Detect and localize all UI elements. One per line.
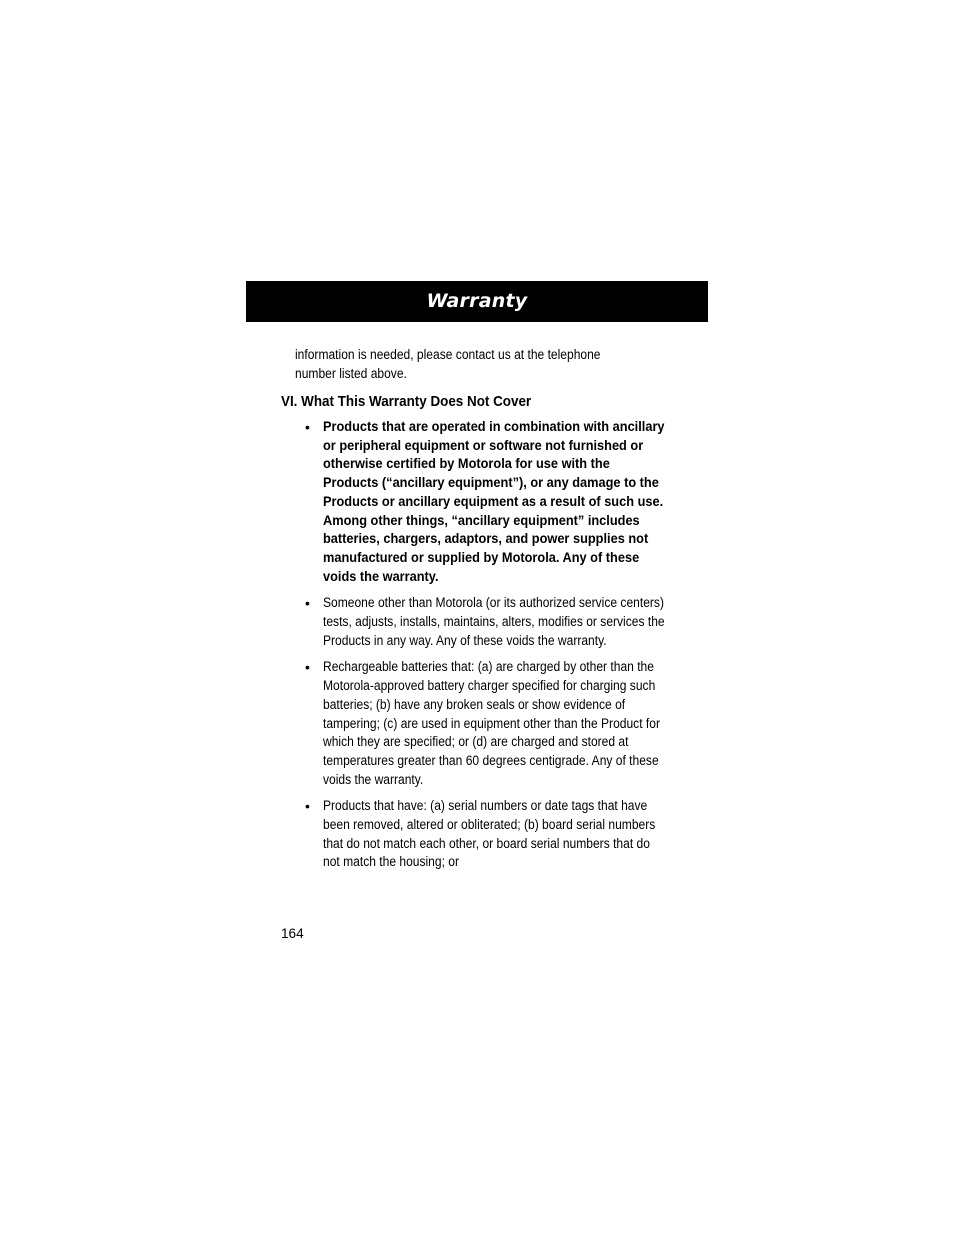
list-item xyxy=(305,594,705,650)
page-title: Warranty xyxy=(426,290,528,312)
section-heading: VI. What This Warranty Does Not Cover xyxy=(281,394,532,410)
bullet-icon: • xyxy=(305,595,310,612)
page-number: 164 xyxy=(281,926,304,941)
list-item-text: Someone other than Motorola (or its authorized service centers) tests, adjusts, installs, maintains, alters, modifies or services the Products in any way. Any of these voids the warranty. xyxy=(323,595,665,648)
list-item xyxy=(305,658,705,789)
bullet-icon: • xyxy=(305,419,310,435)
list-item xyxy=(305,418,705,586)
list-item xyxy=(305,797,705,872)
intro-paragraph: information is needed, please contact us at the telephone number listed above. xyxy=(295,347,601,381)
list-item-text: Rechargeable batteries that: (a) are charged by other than the Motorola-approved battery charger specified for charging such batteries; (b) have any broken seals or show evidence of tampering; (c) are used in equipment other than the Product for which they are specified; or (d) are charged and stored at temperatures greater than 60 degrees centigrade. Any of these voids the warranty. xyxy=(323,659,660,787)
exclusions-list xyxy=(305,418,705,880)
list-item-text: Products that have: (a) serial numbers or date tags that have been removed, altered or obliterated; (b) board serial numbers that do not match each other, or board serial numbers that do not match the housing; or xyxy=(323,798,656,870)
section-header-bar xyxy=(246,281,708,322)
bullet-icon: • xyxy=(305,659,310,676)
bullet-icon: • xyxy=(305,798,310,815)
list-item-text: Products that are operated in combination with ancillary or peripheral equipment or software not furnished or otherwise certified by Motorola for use with the Products (“ancillary equipment”), or any damage to the Products or ancillary equipment as a result of such use. Among other things, “ancillary equipment” includes batteries, chargers, adaptors, and power supplies not manufactured or supplied by Motorola. Any of these voids the warranty. xyxy=(323,419,665,584)
